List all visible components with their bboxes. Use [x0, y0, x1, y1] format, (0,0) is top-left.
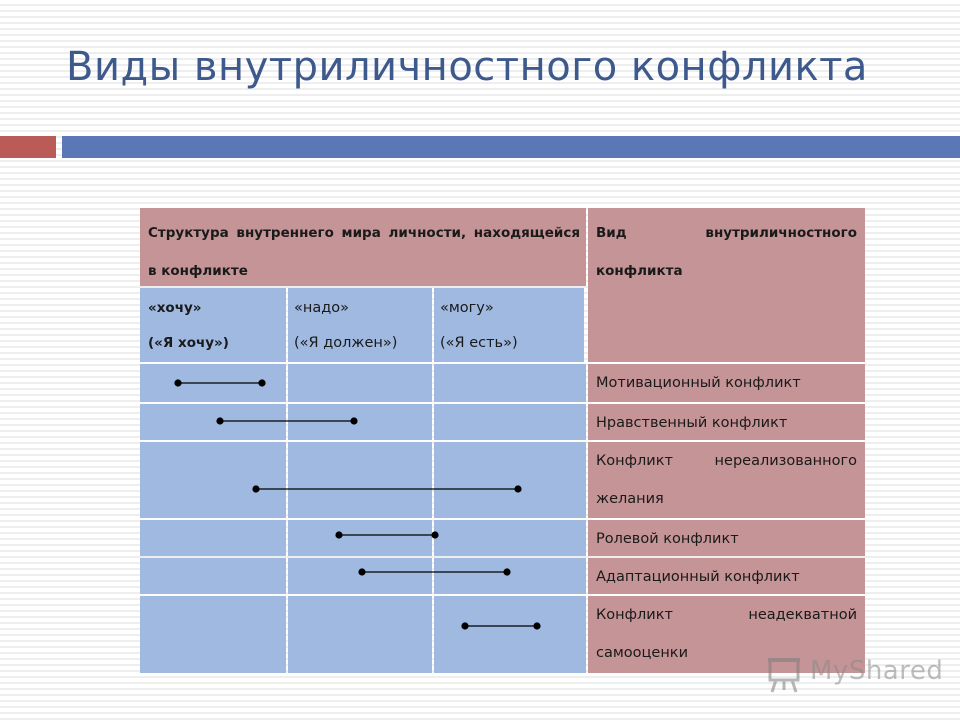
row4-type-text: Ролевой конфликт — [596, 531, 739, 547]
header-structure-text: Структура внутреннего мира личности, находящейся в конфликте — [148, 225, 580, 279]
connector-row2 — [216, 417, 357, 424]
watermark-text: MyShared — [810, 656, 944, 686]
row1-type-text: Мотивационный конфликт — [596, 375, 801, 391]
subheader-want-line2: («Я хочу») — [148, 335, 229, 351]
connector-row3 — [252, 485, 521, 492]
subheader-can-line2: («Я есть») — [440, 335, 518, 351]
subheader-must-line1: «надо» — [294, 300, 350, 316]
subheader-can-line1: «могу» — [440, 300, 494, 316]
connector-row4 — [335, 531, 438, 538]
watermark — [766, 654, 944, 694]
connector-row6 — [461, 622, 540, 629]
connector-row5 — [358, 568, 510, 575]
row5-type-text: Адаптационный конфликт — [596, 569, 800, 585]
presentation-board-icon — [766, 654, 806, 694]
row6-type-text: Конфликт неадекватной самооценки — [596, 607, 857, 661]
slide-title: Виды внутриличностного конфликта — [66, 44, 868, 90]
subheader-must-line2: («Я должен») — [294, 335, 398, 351]
header-type-text: Вид внутриличностного конфликта — [596, 225, 857, 279]
subheader-want-line1: «хочу» — [148, 300, 202, 316]
row3-type-text: Конфликт нереализованного желания — [596, 453, 857, 507]
connector-row1 — [174, 379, 265, 386]
row2-type-text: Нравственный конфликт — [596, 415, 788, 431]
